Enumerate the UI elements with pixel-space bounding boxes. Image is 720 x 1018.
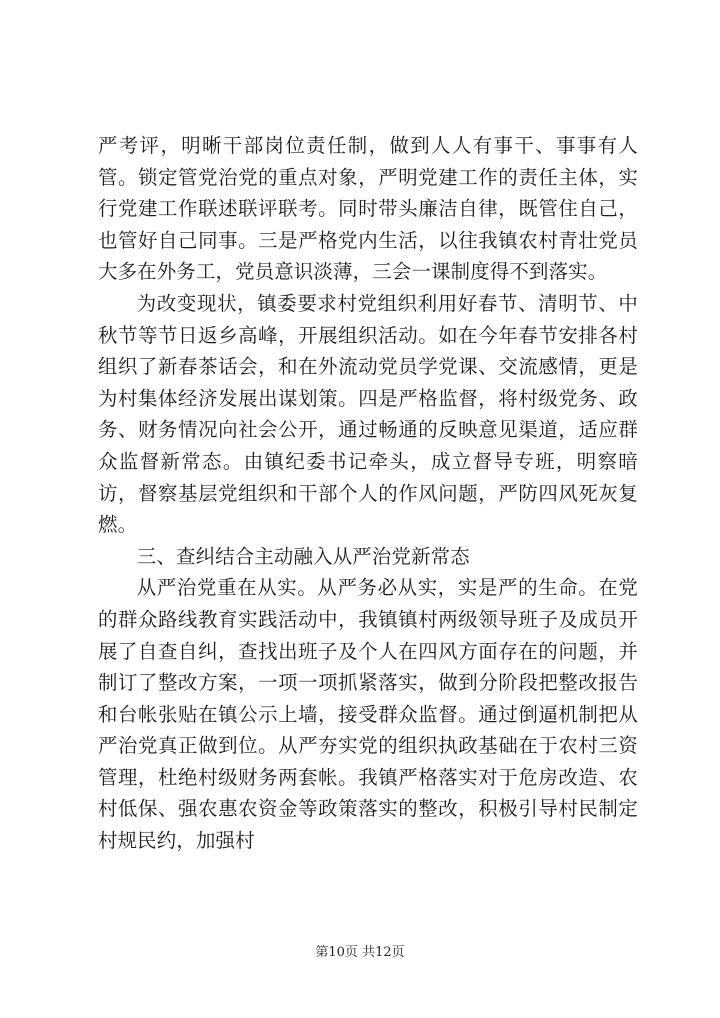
paragraph-strict-governance: 从严治党重在从实。从严务必从实，实是严的生命。在党的群众路线教育实践活动中，我镇镇村两级领导班子及成员开展了自查自纠，查找出班子及个人在四风方面存在的问题，并制订了整改方案，一项一项抓紧落实，做到分阶段把整改报告和台帐张贴在镇公示上墙，接受群众监督。通过倒逼机制把从严治党真正做到位。从严夯实党的组织执政基础在于农村三资管理，杜绝村级财务两套帐。我镇严格落实对于危房改造、农村低保、强农惠农资金等政策落实的整改，积极引导村民制定村规民约，加强村 <box>98 576 638 853</box>
document-body <box>98 130 638 857</box>
page-number-footer: 第10页 共12页 <box>315 945 405 960</box>
paragraph-reform: 为改变现状，镇委要求村党组织利用好春节、清明节、中秋节等节日返乡高峰，开展组织活动。如在今年春节安排各村组织了新春茶话会，和在外流动党员学党课、交流感情，更是为村集体经济发展出谋划策。四是严格监督，将村级党务、政务、财务情况向社会公开，通过畅通的反映意见渠道，适应群众监督新常态。由镇纪委书记牵头，成立督导专班，明察暗访，督察基层党组织和干部个人的作风问题，严防四风死灰复燃。 <box>98 291 638 537</box>
paragraph-continuation: 严考评，明晰干部岗位责任制，做到人人有事干、事事有人管。锁定管党治党的重点对象，严明党建工作的责任主体，实行党建工作联述联评联考。同时带头廉洁自律，既管住自己，也管好自己同事。三是严格党内生活，以往我镇农村青壮党员大多在外务工，党员意识淡薄，三会一课制度得不到落实。 <box>98 134 638 284</box>
section-heading: 三、查纠结合主动融入从严治党新常态 <box>136 544 470 568</box>
